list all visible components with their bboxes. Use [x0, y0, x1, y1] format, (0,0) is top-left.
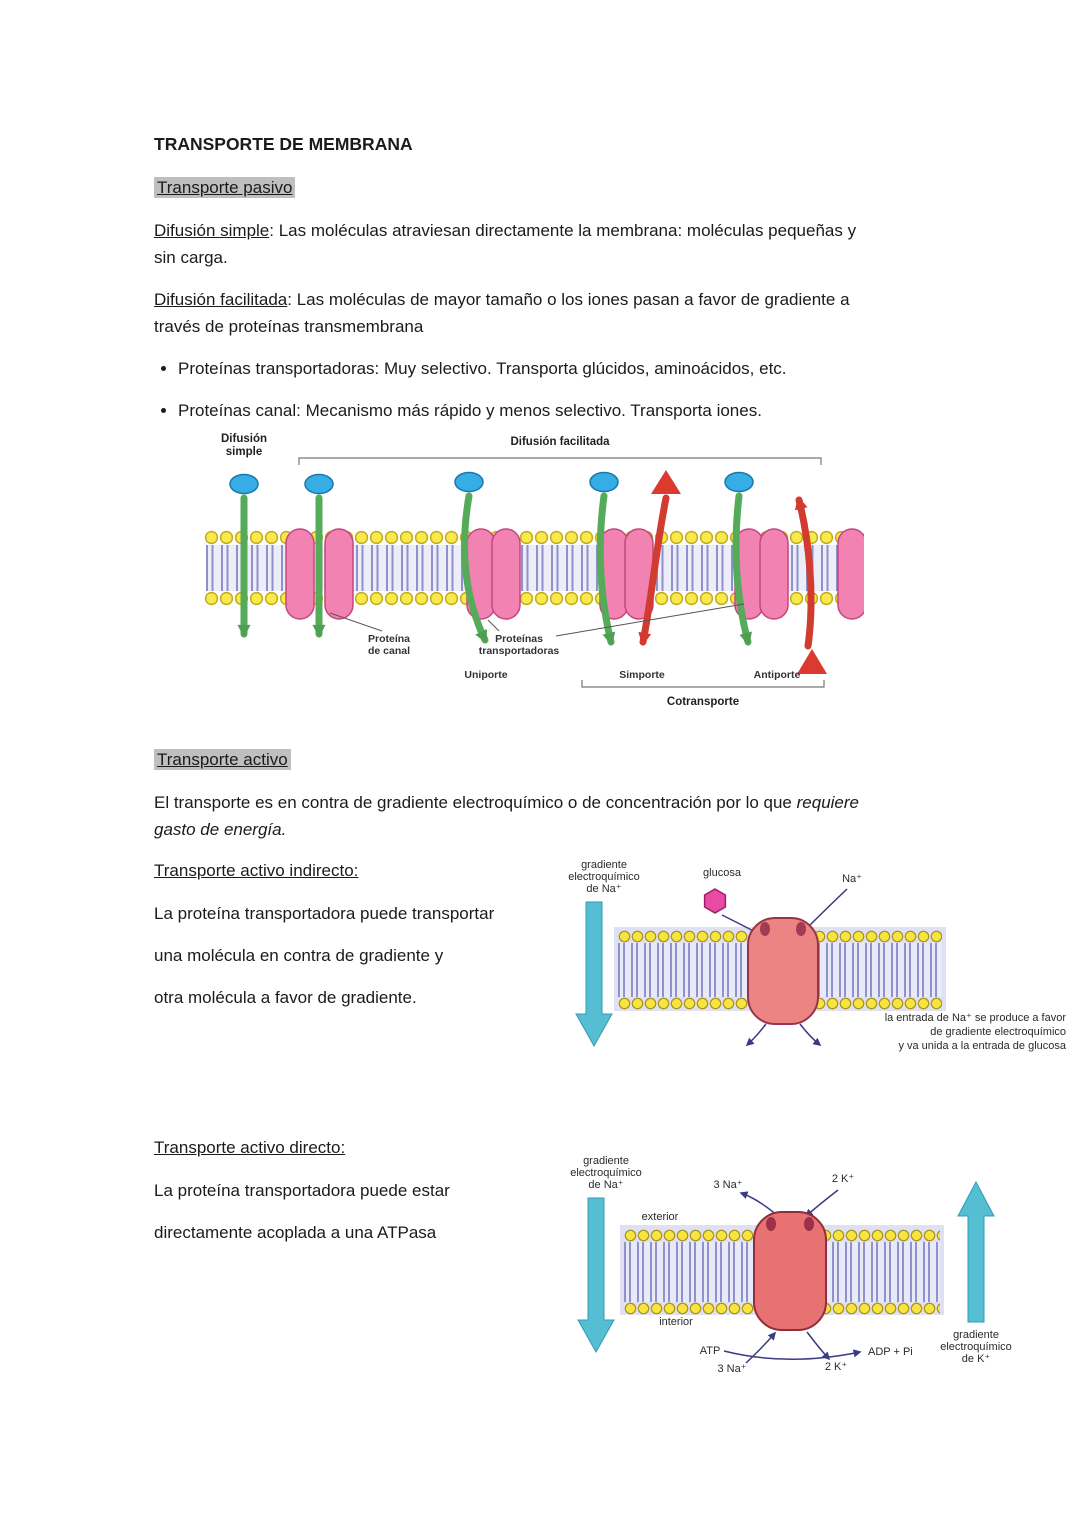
caption-line3: y va unida a la entrada de glucosa: [898, 1040, 1066, 1052]
indirect-diagram-overlay: [552, 856, 1072, 1068]
paragraph-indirect-line3: otra molécula a favor de gradiente.: [154, 988, 417, 1007]
uniporte-label: Uniporte: [464, 669, 508, 681]
direct-diagram-overlay: [548, 1152, 1076, 1387]
gradiente-line2: electroquímico: [570, 1167, 642, 1179]
molecule-blue: [455, 473, 483, 492]
na3-top-label: 3 Na⁺: [713, 1179, 743, 1191]
simporte-label: Simporte: [619, 669, 665, 681]
carrier-lobe: [760, 529, 788, 619]
molecule-blue: [230, 475, 258, 494]
protein-dimple: [766, 1217, 776, 1231]
exterior-label: exterior: [641, 1211, 679, 1223]
interior-label: interior: [659, 1316, 693, 1328]
carrier-lobe: [492, 529, 520, 619]
cotransporte-bracket: [582, 680, 824, 687]
proteinas-transportadoras-label: [479, 633, 560, 657]
indirect-active-transport-diagram: [552, 856, 1072, 1068]
caption: [885, 1012, 1067, 1052]
carrier-protein: [748, 918, 818, 1024]
gradiente-line2: electroquímico: [568, 871, 640, 883]
caption-line1: la entrada de Na⁺ se produce a favor: [884, 1012, 1066, 1024]
paragraph-text: El transporte es en contra de gradiente electroquímico o de concentración por lo que: [154, 793, 797, 812]
facilitada-bracket: [299, 458, 821, 465]
molecule-red-triangle-top: [651, 470, 681, 494]
paragraph-difusion-simple: [154, 217, 874, 271]
paragraph-text: : Las moléculas atraviesan directamente la membrana: moléculas pequeñas y sin carga.: [154, 221, 857, 267]
difusion-facilitada-label: Difusión facilitada: [510, 436, 610, 448]
pointer-line: [488, 620, 499, 631]
atp-label: ATP: [699, 1345, 721, 1357]
glucose-molecule: [705, 889, 726, 913]
page-title: TRANSPORTE DE MEMBRANA: [154, 134, 413, 154]
paragraph-direct-line1: La proteína transportadora puede estar: [154, 1181, 450, 1200]
caption-line2: de gradiente electroquímico: [930, 1026, 1066, 1038]
paragraph-difusion-facilitada: [154, 286, 874, 340]
difusion-simple-label: [221, 433, 267, 458]
term-difusion-simple: Difusión simple: [154, 221, 270, 240]
channel-protein-lobe: [325, 529, 353, 619]
arrow-antiporte-red-up: [799, 500, 811, 646]
paragraph-text: : Las moléculas de mayor tamaño o los iones pasan a favor de gradiente a través de proteínas transmembrana: [154, 290, 850, 336]
gradient-arrow-down: [578, 1198, 614, 1352]
gradiente-k-label: [940, 1329, 1012, 1365]
atp-to-adp-arrow: [724, 1351, 860, 1359]
gradiente-na-label: [570, 1155, 642, 1191]
atpase-protein-body: [754, 1212, 826, 1330]
difusion-simple-line1: Difusión: [221, 433, 267, 445]
exit-arrow-right: [800, 1024, 820, 1045]
paragraph-direct-line2: directamente acoplada a una ATPasa: [154, 1223, 437, 1242]
molecule-blue: [590, 473, 618, 492]
section-transporte-activo: [154, 747, 930, 773]
passive-transport-diagram: [204, 428, 864, 723]
term-difusion-facilitada: Difusión facilitada: [154, 290, 288, 309]
protein-dimple: [760, 922, 770, 936]
proteina-canal-line1: Proteína: [367, 633, 411, 645]
paragraph-active-intro: [154, 789, 874, 843]
na3-bottom-label: 3 Na⁺: [717, 1363, 747, 1375]
gradiente-line3: de Na⁺: [588, 1179, 624, 1191]
paragraph-text-italic: requiere gasto de energía.: [154, 793, 859, 839]
k-entry-arrow: [806, 1190, 838, 1216]
proteinas-transportadoras-line1: Proteínas: [495, 633, 543, 645]
channel-protein-lobe: [286, 529, 314, 619]
bullet-list: [154, 355, 930, 424]
k2-top-label: 2 K⁺: [831, 1173, 855, 1185]
gradient-arrow-up: [958, 1182, 994, 1322]
direct-active-transport-diagram: [548, 1152, 1076, 1387]
exit-arrow-left: [747, 1024, 766, 1045]
antiporte-label: Antiporte: [753, 669, 801, 681]
na-label: Na⁺: [842, 873, 862, 885]
passive-diagram-overlay: [204, 428, 864, 723]
section-heading-transporte-pasivo: Transporte pasivo: [154, 177, 295, 198]
heading-text: Transporte activo indirecto:: [154, 861, 359, 880]
proteinas-transportadoras-line2: transportadoras: [478, 645, 560, 657]
exit-arrows: [747, 1024, 820, 1045]
difusion-simple-line2: simple: [225, 446, 263, 458]
molecule-blue: [725, 473, 753, 492]
gradiente-k-line2: electroquímico: [940, 1341, 1012, 1353]
gradiente-na-label: [568, 859, 640, 895]
na-entry-arrow: [804, 889, 847, 931]
atpase-protein: [754, 1212, 826, 1330]
bullet-item-transportadoras: • Proteínas transportadoras: Muy selectivo. Transporta glúcidos, aminoácidos, etc.: [178, 355, 930, 382]
section-transporte-pasivo: [154, 175, 930, 201]
gradiente-line1: gradiente: [583, 1155, 629, 1167]
cotransporte-label: Cotransporte: [666, 696, 740, 708]
gradiente-k-line1: gradiente: [953, 1329, 999, 1341]
section-heading-transporte-activo: Transporte activo: [154, 749, 291, 770]
gradient-arrow-down: [576, 902, 612, 1046]
edge-protein: [838, 529, 864, 619]
adp-pi-label: ADP + Pi: [868, 1346, 913, 1358]
k2-bottom-label: 2 K⁺: [824, 1361, 848, 1373]
bullet-item-canal: • Proteínas canal: Mecanismo más rápido y menos selectivo. Transporta iones.: [178, 397, 930, 424]
gradiente-line1: gradiente: [581, 859, 627, 871]
annotation-pointers: [330, 604, 744, 636]
protein-dimple: [796, 922, 806, 936]
proteina-canal-label: [368, 633, 410, 657]
gradiente-k-line3: de K⁺: [961, 1353, 991, 1365]
pointer-line: [330, 613, 382, 631]
paragraph-indirect-line1: La proteína transportadora puede transportar: [154, 904, 495, 923]
protein-dimple: [804, 1217, 814, 1231]
gradiente-line3: de Na⁺: [586, 883, 622, 895]
molecule-red-triangle-bottom: [797, 649, 827, 674]
heading-text: Transporte activo directo:: [154, 1138, 346, 1157]
k-exit-arrow: [807, 1332, 829, 1359]
molecule-blue: [305, 475, 333, 494]
glucosa-label: glucosa: [703, 867, 741, 879]
proteina-canal-line2: de canal: [367, 645, 411, 657]
carrier-protein-simporte: [600, 529, 653, 619]
carrier-protein-body: [748, 918, 818, 1024]
paragraph-indirect-line2: una molécula en contra de gradiente y: [154, 946, 444, 965]
